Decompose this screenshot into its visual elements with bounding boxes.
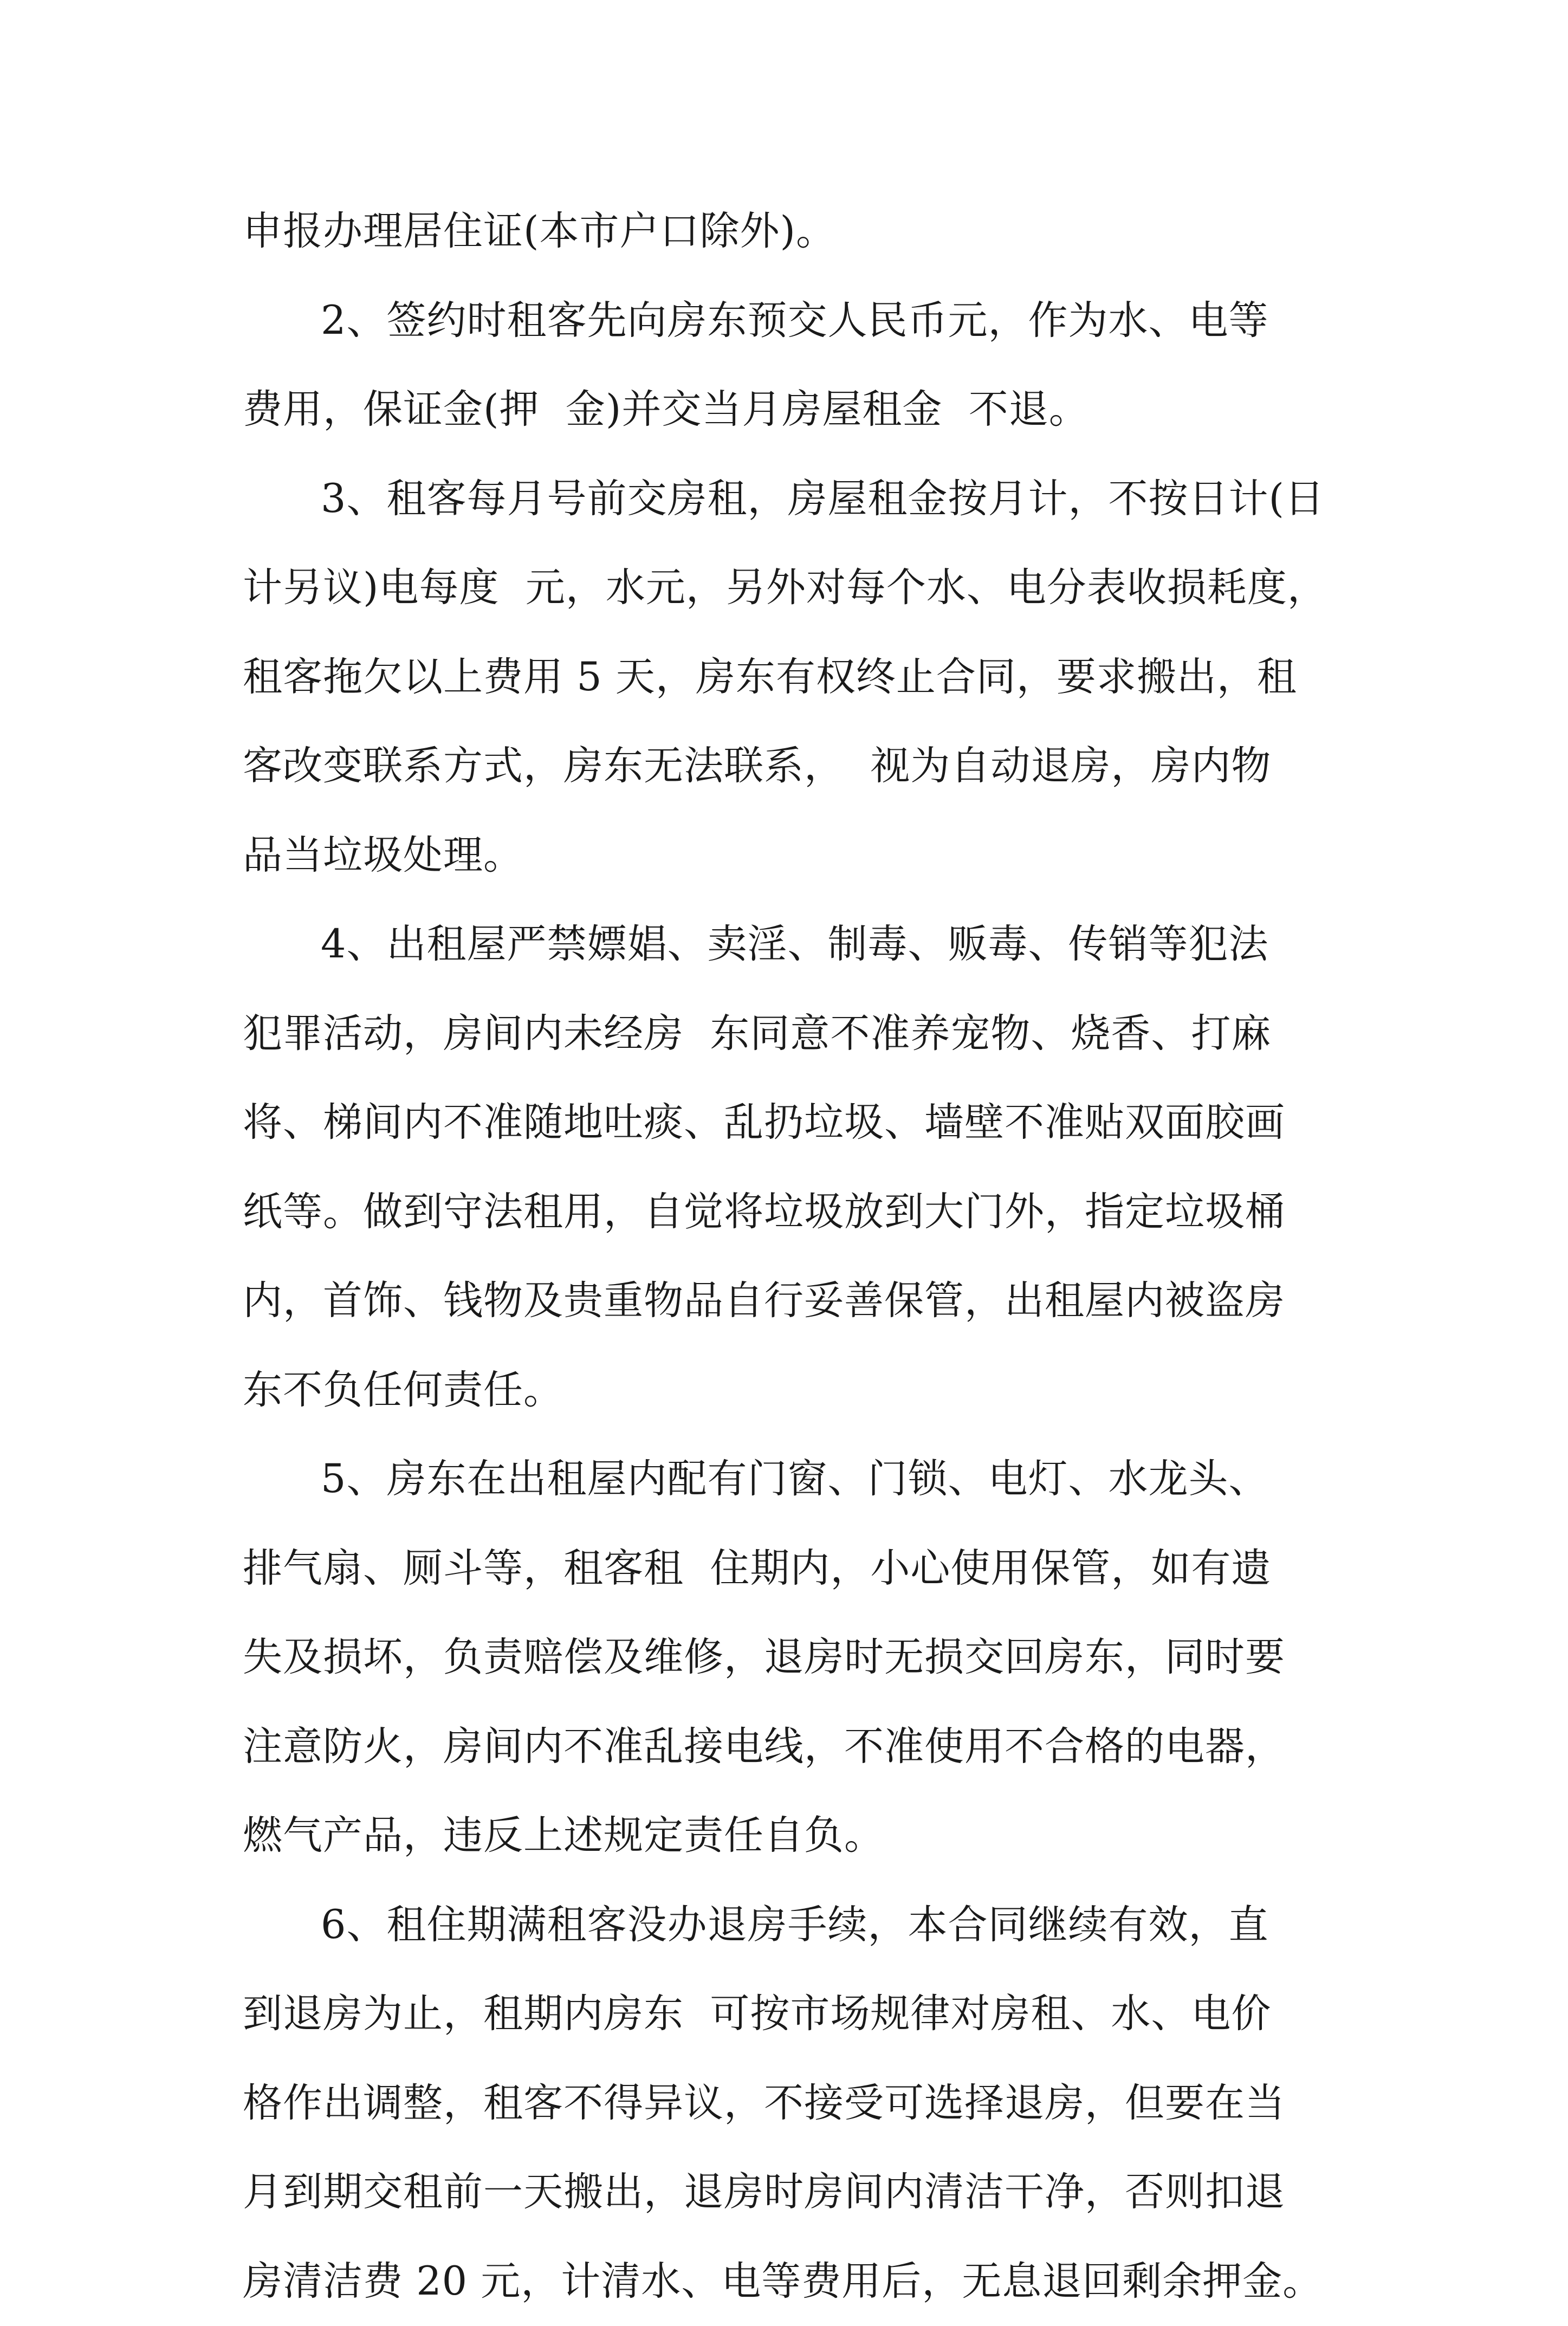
text-line: 到退房为止，租期内房东 可按市场规律对房租、水、电价 [243, 1969, 1348, 2059]
text-line: 申报办理居住证(本市户口除外)。 [243, 187, 1348, 276]
text-line: 东不负任何责任。 [243, 1346, 1348, 1435]
text-line: 格作出调整，租客不得异议，不接受可选择退房，但要在当 [243, 2059, 1348, 2148]
text-line: 纸等。做到守法租用，自觉将垃圾放到大门外，指定垃圾桶 [243, 1168, 1348, 1257]
text-line: 费用，保证金(押 金)并交当月房屋租金 不退。 [243, 365, 1348, 455]
text-line: 失及损坏，负责赔偿及维修，退房时无损交回房东，同时要 [243, 1613, 1348, 1702]
text-line: 犯罪活动，房间内未经房 东同意不准养宠物、烧香、打麻 [243, 989, 1348, 1079]
text-line: 排气扇、厕斗等，租客租 住期内，小心使用保管，如有遗 [243, 1524, 1348, 1614]
text-line: 5、房东在出租屋内配有门窗、门锁、电灯、水龙头、 [243, 1435, 1348, 1524]
document-body [243, 187, 1348, 2326]
text-line: 计另议)电每度 元，水元，另外对每个水、电分表收损耗度， [243, 543, 1348, 633]
text-line: 6、租住期满租客没办退房手续，本合同继续有效，直 [243, 1881, 1348, 1970]
text-line: 将、梯间内不准随地吐痰、乱扔垃圾、墙壁不准贴双面胶画 [243, 1078, 1348, 1168]
text-line: 房清洁费 20 元，计清水、电等费用后，无息退回剩余押金。 [243, 2237, 1348, 2326]
text-line: 4、出租屋严禁嫖娼、卖淫、制毒、贩毒、传销等犯法 [243, 900, 1348, 989]
text-line: 2、签约时租客先向房东预交人民币元，作为水、电等 [243, 276, 1348, 366]
text-line: 3、租客每月号前交房租，房屋租金按月计，不按日计(日 [243, 455, 1348, 544]
text-line: 租客拖欠以上费用 5 天，房东有权终止合同，要求搬出，租 [243, 633, 1348, 722]
text-line: 客改变联系方式，房东无法联系， 视为自动退房，房内物 [243, 722, 1348, 811]
text-line: 注意防火，房间内不准乱接电线，不准使用不合格的电器， [243, 1702, 1348, 1792]
text-line: 月到期交租前一天搬出，退房时房间内清洁干净，否则扣退 [243, 2148, 1348, 2237]
text-line: 内，首饰、钱物及贵重物品自行妥善保管，出租屋内被盗房 [243, 1256, 1348, 1346]
text-line: 燃气产品，违反上述规定责任自负。 [243, 1791, 1348, 1881]
text-line: 品当垃圾处理。 [243, 811, 1348, 900]
